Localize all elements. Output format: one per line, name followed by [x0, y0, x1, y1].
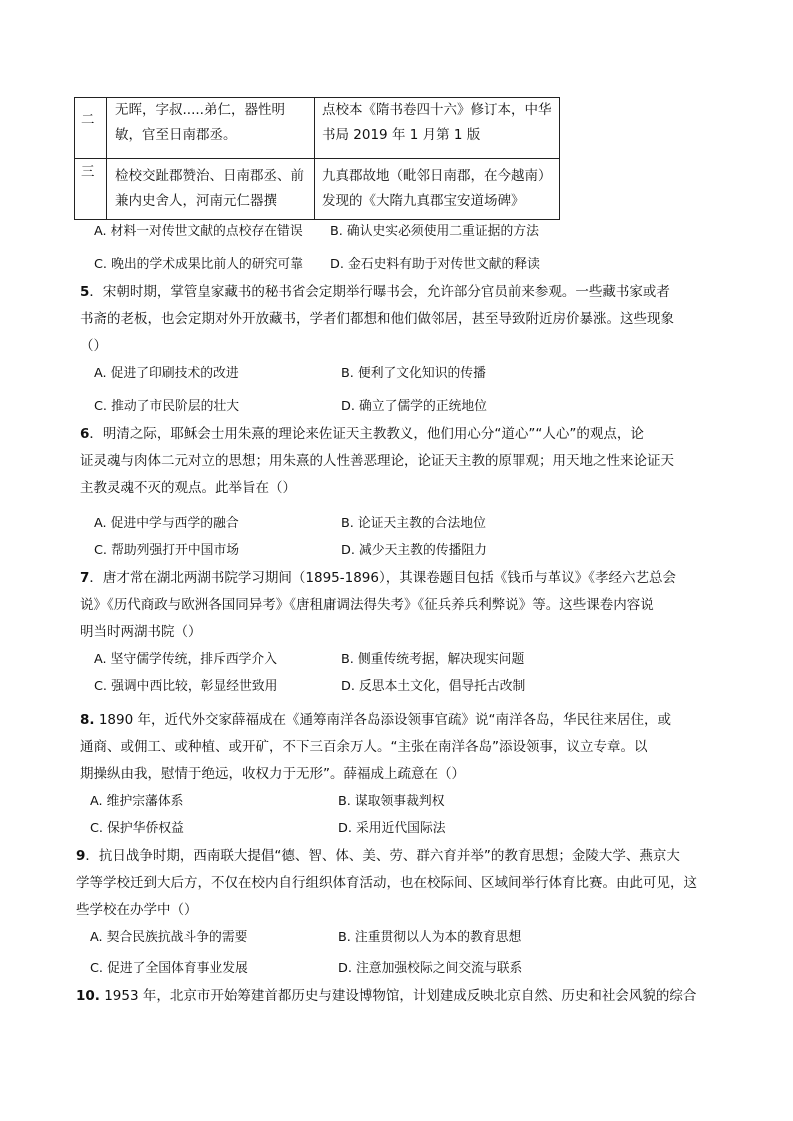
q9-stem-line	[76, 846, 680, 866]
q6-stem-line	[80, 424, 644, 444]
q5-stem-line: 书斋的老板，也会定期对外开放藏书，学者们都想和他们做邻居，甚至导致附近房价暴涨。这些现象	[80, 311, 674, 327]
source-table	[74, 97, 560, 220]
q5-stem-line: （）	[80, 338, 107, 354]
q6-text: ．明清之际，耶稣会士用朱熹的理论来佐证天主教教义，他们用心分“道心”“人心”的观点，论	[89, 426, 644, 442]
q9-stem-line: 些学校在办学中（）	[76, 902, 198, 918]
q9-option-c: C. 促进了全国体育事业发展	[90, 961, 248, 976]
table-cell-line: 书局 2019 年 1 月第 1 版	[322, 127, 481, 143]
q4-option-c: C. 晚出的学术成果比前人的研究可靠	[94, 257, 304, 272]
table-cell	[322, 164, 552, 214]
table-cell-line: 九真郡故地（毗邻日南郡，在今越南）	[322, 168, 552, 184]
q7-number: 7	[80, 570, 90, 586]
q6-option-b: B. 论证天主教的合法地位	[341, 516, 486, 531]
q4-option-a: A. 材料一对传世文献的点校存在错误	[94, 224, 303, 239]
q9-option-d: D. 注意加强校际之间交流与联系	[338, 961, 523, 976]
q7-option-d: D. 反思本土文化，倡导托古改制	[341, 679, 526, 694]
q6-stem-line: 证灵魂与肉体二元对立的思想；用朱熹的人性善恶理论，论证天主教的原罪观；用天地之性来论证天	[80, 453, 674, 469]
q8-stem-line	[80, 710, 671, 730]
q5-option-c: C. 推动了市民阶层的壮大	[94, 399, 240, 414]
table-row-number: 二	[81, 112, 95, 128]
q10-text: 1953 年，北京市开始筹建首都历史与建设博物馆，计划建成反映北京自然、历史和社会风貌的综合	[99, 988, 697, 1004]
q7-stem-line: 明当时两湖书院（）	[80, 624, 202, 640]
q8-option-b: B. 谋取领事裁判权	[338, 794, 445, 809]
q8-stem-line: 期操纵由我，慰情于绝远，收权力于无形”。薛福成上疏意在（）	[80, 766, 465, 782]
q9-option-b: B. 注重贯彻以人为本的教育思想	[338, 930, 522, 945]
q10-number: 10.	[76, 988, 100, 1004]
table-cell	[115, 164, 304, 214]
table-cell-line: 点校本《隋书卷四十六》修订本，中华	[322, 102, 552, 118]
q7-text: ．唐才常在湖北两湖书院学习期间（1895-1896），其课卷题目包括《钱币与革议》《孝经六艺总会	[89, 570, 676, 586]
q7-stem-line: 说》《历代商政与欧洲各国同异考》《唐租庸调法得失考》《征兵养兵利弊说》等。这些课卷内容说	[80, 597, 654, 613]
table-cell-line: 敏，官至日南郡丞。	[115, 127, 237, 143]
q9-stem-line: 学等学校迁到大后方，不仅在校内自行组织体育活动，也在校际间、区域间举行体育比赛。由此可见，这	[76, 875, 697, 891]
q6-option-d: D. 减少天主教的传播阻力	[341, 543, 487, 558]
q6-option-c: C. 帮助列强打开中国市场	[94, 543, 240, 558]
q8-stem-line: 通商、或佣工、或种植、或开矿，不下三百余万人。“主张在南洋各岛”添设领事，议立专章。以	[80, 739, 648, 755]
q6-option-a: A. 促进中学与西学的融合	[94, 516, 239, 531]
q8-text: 1890 年，近代外交家薛福成在《通筹南洋各岛添设领事官疏》说“南洋各岛，华民往来居住，或	[94, 712, 671, 728]
q4-option-d: D. 金石史料有助于对传世文献的释读	[330, 257, 540, 272]
q7-stem-line	[80, 568, 676, 588]
q7-option-a: A. 坚守儒学传统，排斥西学介入	[94, 652, 278, 667]
q8-option-a: A. 维护宗藩体系	[90, 794, 184, 809]
q5-option-d: D. 确立了儒学的正统地位	[341, 399, 487, 414]
q8-option-c: C. 保护华侨权益	[90, 821, 184, 836]
table-cell-line: 检校交趾郡赞治、日南郡丞、前	[115, 168, 304, 184]
q5-text: ．宋朝时期，掌管皇家藏书的秘书省会定期举行曝书会，允许部分官员前来参观。一些藏书家或者	[89, 284, 670, 300]
q6-stem-line: 主教灵魂不灭的观点。此举旨在（）	[80, 480, 296, 496]
q8-number: 8.	[80, 712, 95, 728]
table-cell	[115, 98, 285, 148]
q5-option-a: A. 促进了印刷技术的改进	[94, 366, 239, 381]
q9-text: ．抗日战争时期，西南联大提倡“德、智、体、美、劳、群六育并举”的教育思想；金陵大学、燕京大	[85, 848, 680, 864]
table-cell	[322, 98, 552, 148]
table-cell-line: 兼内史舍人，河南元仁器撰	[115, 193, 277, 209]
q7-option-b: B. 侧重传统考据，解决现实问题	[341, 652, 525, 667]
table-divider	[75, 158, 559, 159]
table-cell-line: 无晖，字叔.....弟仁，器性明	[115, 102, 285, 118]
q10-stem-line	[76, 986, 696, 1006]
q9-number: 9	[76, 848, 86, 864]
q5-number: 5	[80, 284, 90, 300]
q5-stem-line	[80, 282, 670, 302]
q5-option-b: B. 便利了文化知识的传播	[341, 366, 486, 381]
q9-option-a: A. 契合民族抗战斗争的需要	[90, 930, 248, 945]
q4-option-b: B. 确认史实必须使用二重证据的方法	[330, 224, 539, 239]
q8-option-d: D. 采用近代国际法	[338, 821, 446, 836]
table-cell-line: 发现的《大隋九真郡宝安道场碑》	[322, 193, 525, 209]
q6-number: 6	[80, 426, 90, 442]
table-row-number: 三	[81, 164, 95, 180]
q7-option-c: C. 强调中西比较，彰显经世致用	[94, 679, 278, 694]
